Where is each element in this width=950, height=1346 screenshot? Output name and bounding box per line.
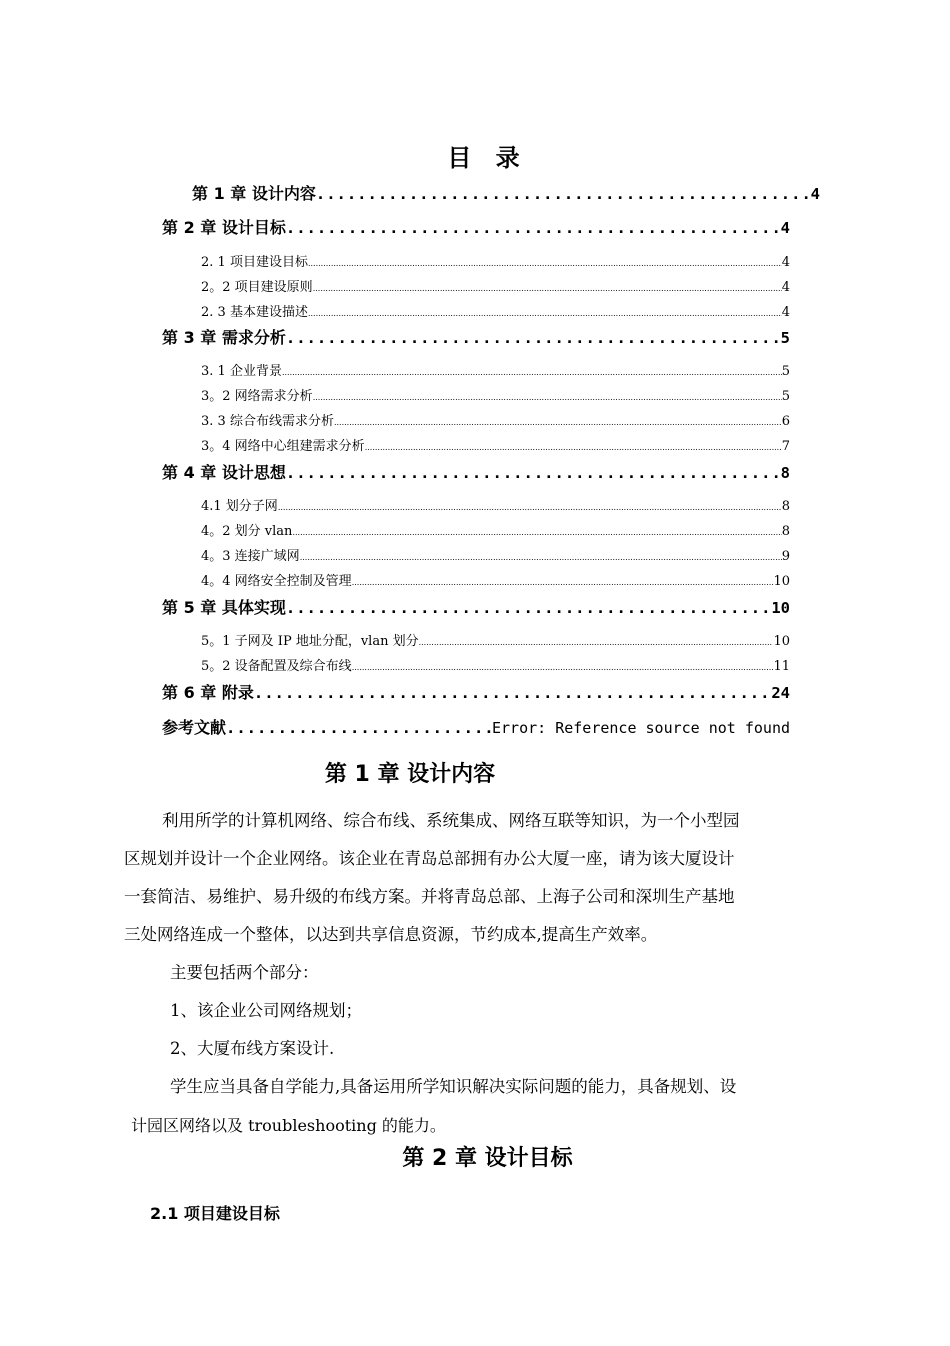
toc-entry-page: 10 xyxy=(773,634,790,649)
toc-entry-text: 5。2 设备配置及综合布线 xyxy=(201,659,352,674)
toc-entry-text: 第 6 章 附录 xyxy=(162,683,254,702)
paragraph-line: 利用所学的计算机网络、综合布线、系统集成、网络互联等知识，为一个小型园 xyxy=(162,811,740,830)
toc-entry-page: 5 xyxy=(781,389,790,404)
toc-entry-section-3-1[interactable] xyxy=(201,360,790,380)
toc-entry-text: 第 3 章 需求分析 xyxy=(162,328,286,347)
toc-entry-page: 10 xyxy=(771,599,790,617)
toc-entry-text: 参考文献 xyxy=(162,718,227,737)
toc-entry-page: 9 xyxy=(781,549,790,564)
toc-leader-dots xyxy=(313,393,782,402)
toc-leader-dots xyxy=(254,684,771,702)
toc-leader-dots xyxy=(316,185,811,203)
toc-entry-page: 5 xyxy=(780,329,790,347)
toc-entry-section-4-3[interactable] xyxy=(201,545,790,565)
toc-entry-section-3-2[interactable] xyxy=(201,385,790,405)
toc-entry-text: 3。2 网络需求分析 xyxy=(201,389,313,404)
toc-entry-text: 3。4 网络中心组建需求分析 xyxy=(201,439,365,454)
toc-entry-page: 4 xyxy=(781,305,790,320)
toc-entry-text: 第 5 章 具体实现 xyxy=(162,598,286,617)
chapter-2-heading: 第 2 章 设计目标 xyxy=(402,1146,573,1171)
toc-entry-page: 8 xyxy=(781,524,790,539)
toc-title: 目 录 xyxy=(447,144,528,172)
toc-entry-text: 3. 3 综合布线需求分析 xyxy=(201,414,334,429)
toc-entry-section-2-1[interactable] xyxy=(201,251,790,271)
toc-entry-chapter-2[interactable] xyxy=(162,215,790,241)
toc-entry-chapter-1[interactable] xyxy=(192,181,820,207)
toc-leader-dots xyxy=(334,418,782,427)
toc-leader-dots xyxy=(313,284,782,293)
toc-entry-page: 4 xyxy=(780,219,790,237)
toc-entry-text: 第 4 章 设计思想 xyxy=(162,463,286,482)
toc-leader-dots xyxy=(278,503,782,512)
toc-leader-dots xyxy=(286,599,771,617)
toc-leader-dots xyxy=(286,464,781,482)
toc-entry-section-3-3[interactable] xyxy=(201,410,790,430)
toc-entry-page: 8 xyxy=(781,499,790,514)
toc-leader-dots xyxy=(226,719,492,737)
toc-leader-dots xyxy=(286,219,781,237)
paragraph-line: 三处网络连成一个整体，以达到共享信息资源，节约成本,提高生产效率。 xyxy=(124,925,658,944)
toc-entry-section-2-3[interactable] xyxy=(201,301,790,321)
toc-entry-text: 4.1 划分子网 xyxy=(201,499,278,514)
paragraph-line: 2、大厦布线方案设计. xyxy=(170,1039,335,1058)
toc-entry-text: 第 1 章 设计内容 xyxy=(192,184,316,203)
toc-leader-dots xyxy=(352,578,774,587)
paragraph-line: 区规划并设计一个企业网络。该企业在青岛总部拥有办公大厦一座，请为该大厦设计 xyxy=(124,849,735,868)
paragraph-line: 主要包括两个部分： xyxy=(170,963,319,982)
toc-entry-text: 2. 3 基本建设描述 xyxy=(201,305,308,320)
toc-entry-page: 4 xyxy=(781,280,790,295)
toc-entry-text: 4。4 网络安全控制及管理 xyxy=(201,574,352,589)
toc-leader-dots xyxy=(300,553,782,562)
toc-entry-text: 4。3 连接广域网 xyxy=(201,549,300,564)
paragraph-line: 1、该企业公司网络规划； xyxy=(170,1001,362,1020)
toc-entry-page: 4 xyxy=(810,185,820,203)
toc-entry-chapter-5[interactable] xyxy=(162,595,790,621)
toc-entry-section-5-1[interactable] xyxy=(201,630,790,650)
toc-entry-text: 4。2 划分 vlan xyxy=(201,524,293,539)
toc-leader-dots xyxy=(292,528,781,537)
toc-entry-text: 3. 1 企业背景 xyxy=(201,364,282,379)
toc-entry-page: 4 xyxy=(781,255,790,270)
section-2-1-heading: 2.1 项目建设目标 xyxy=(150,1204,280,1223)
toc-leader-dots xyxy=(419,638,774,647)
toc-entry-text: 第 2 章 设计目标 xyxy=(162,218,286,237)
toc-entry-section-2-2[interactable] xyxy=(201,276,790,296)
toc-leader-dots xyxy=(352,663,774,672)
toc-entry-page: 24 xyxy=(771,684,790,702)
toc-entry-page: Error: Reference source not found xyxy=(491,719,790,737)
paragraph-line: 计园区网络以及 troubleshooting 的能力。 xyxy=(131,1116,446,1135)
toc-leader-dots xyxy=(308,259,782,268)
toc-entry-section-4-2[interactable] xyxy=(201,520,790,540)
toc-entry-text: 2。2 项目建设原则 xyxy=(201,280,313,295)
toc-entry-section-3-4[interactable] xyxy=(201,435,790,455)
toc-entry-page: 5 xyxy=(781,364,790,379)
toc-entry-text: 2. 1 项目建设目标 xyxy=(201,255,308,270)
toc-entry-page: 6 xyxy=(781,414,790,429)
toc-entry-page: 10 xyxy=(773,574,790,589)
paragraph-line: 学生应当具备自学能力,具备运用所学知识解决实际问题的能力，具备规划、设 xyxy=(170,1077,737,1096)
toc-entry-section-4-4[interactable] xyxy=(201,570,790,590)
toc-leader-dots xyxy=(286,329,781,347)
toc-entry-section-4-1[interactable] xyxy=(201,495,790,515)
toc-entry-page: 11 xyxy=(773,659,790,674)
toc-leader-dots xyxy=(365,443,782,452)
toc-entry-text: 5。1 子网及 IP 地址分配，vlan 划分 xyxy=(201,634,419,649)
toc-leader-dots xyxy=(308,309,782,318)
toc-entry-chapter-6[interactable] xyxy=(162,680,790,706)
toc-leader-dots xyxy=(282,368,782,377)
toc-entry-page: 8 xyxy=(780,464,790,482)
toc-entry-page: 7 xyxy=(781,439,790,454)
toc-entry-section-5-2[interactable] xyxy=(201,655,790,675)
paragraph-line: 一套简洁、易维护、易升级的布线方案。并将青岛总部、上海子公司和深圳生产基地 xyxy=(124,887,735,906)
toc-entry-chapter-3[interactable] xyxy=(162,325,790,351)
toc-entry-references[interactable] xyxy=(162,715,790,741)
chapter-1-heading: 第 1 章 设计内容 xyxy=(324,762,496,787)
toc-entry-chapter-4[interactable] xyxy=(162,460,790,486)
